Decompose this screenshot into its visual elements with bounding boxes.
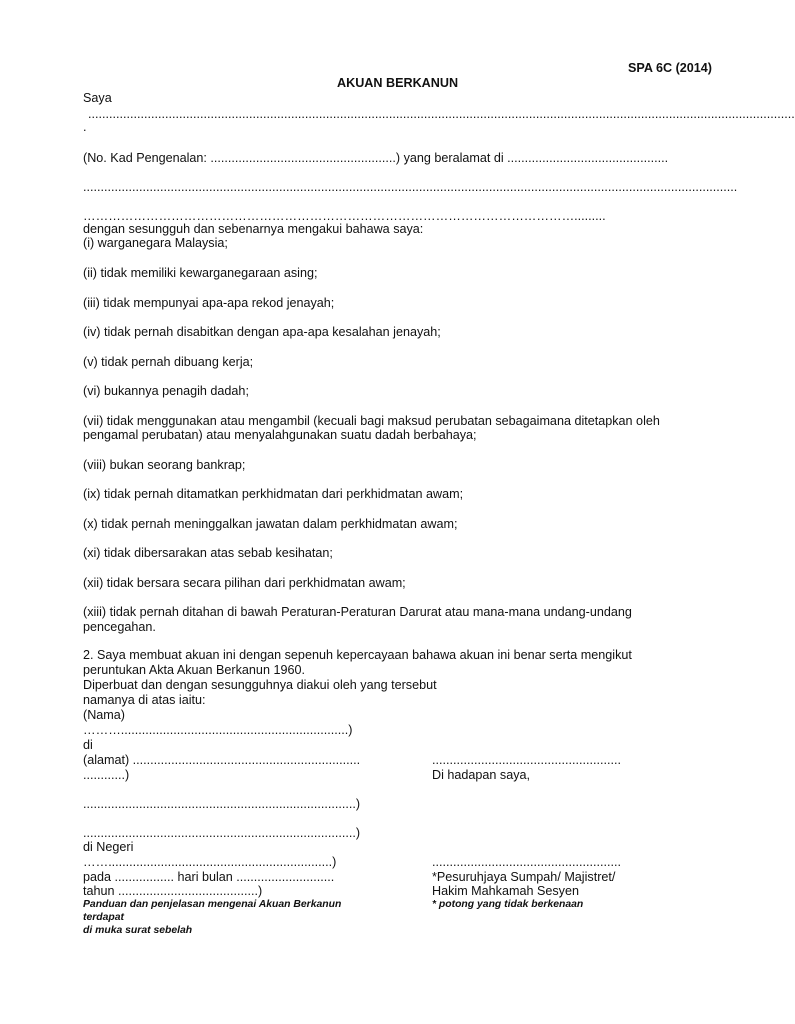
date-fill-line: pada ................. hari bulan ............................: [83, 870, 335, 884]
name-fill-end: .: [83, 120, 87, 134]
signature-line: ......................................................: [432, 753, 621, 767]
document-title: AKUAN BERKANUN: [337, 76, 459, 90]
list-item: (xii) tidak bersara secara pilihan dari perkhidmatan awam;: [83, 576, 406, 590]
nama-fill-line: ……….................................................................): [83, 723, 353, 737]
list-item: (ii) tidak memiliki kewarganegaraan asing;: [83, 266, 318, 280]
list-item: (x) tidak pernah meninggalkan jawatan dalam perkhidmatan awam;: [83, 517, 458, 531]
declaration-line: Diperbuat dan dengan sesungguhnya diakui oleh yang tersebut: [83, 678, 437, 692]
list-item: pengamal perubatan) atau menyalahgunakan suatu dadah berbahaya;: [83, 428, 477, 442]
footer-note: Panduan dan penjelasan mengenai Akuan Berkanun: [83, 899, 342, 910]
di-hadapan-label: Di hadapan saya,: [432, 768, 531, 782]
declaration-line: 2. Saya membuat akuan ini dengan sepenuh kepercayaan bahawa akuan ini benar serta mengikut: [83, 648, 632, 662]
declaration-line: peruntukan Akta Akuan Berkanun 1960.: [83, 663, 305, 677]
address-fill-line-2: ……………………………………………………………………………………………………….........: [83, 209, 606, 223]
nama-label: (Nama): [83, 708, 125, 722]
list-item: pencegahan.: [83, 620, 156, 634]
ic-address-line: (No. Kad Pengenalan: .....................................................) yang beralamat di ..............................................: [83, 151, 669, 165]
list-item: (iv) tidak pernah disabitkan dengan apa-apa kesalahan jenayah;: [83, 325, 441, 339]
footer-note: di muka surat sebelah: [83, 925, 193, 936]
list-item: (xi) tidak dibersarakan atas sebab kesihatan;: [83, 546, 333, 560]
alamat-fill-line: (alamat) .................................................................: [83, 753, 361, 767]
blank-fill-line-2: ..............................................................................): [83, 826, 361, 840]
officer-title: Hakim Mahkamah Sesyen: [432, 884, 579, 898]
negeri-label: di Negeri: [83, 840, 134, 854]
blank-fill-line-1: ..............................................................................): [83, 797, 361, 811]
list-item: (ix) tidak pernah ditamatkan perkhidmatan dari perkhidmatan awam;: [83, 487, 464, 501]
address-fill-line-1: ...........................................................................................................................................................................................: [83, 180, 738, 194]
list-item: (vi) bukannya penagih dadah;: [83, 384, 249, 398]
declaration-line: namanya di atas iaitu:: [83, 693, 206, 707]
year-fill-line: tahun ........................................): [83, 884, 263, 898]
negeri-fill-line: ……................................................................): [83, 855, 337, 869]
list-item: (iii) tidak mempunyai apa-apa rekod jenayah;: [83, 296, 335, 310]
di-label: di: [83, 738, 93, 752]
declaration-lead: dengan sesungguh dan sebenarnya mengakui bahawa saya:: [83, 222, 424, 236]
list-item: (v) tidak pernah dibuang kerja;: [83, 355, 254, 369]
name-fill-line: ..........................................................................................................................................................................................................: [88, 107, 795, 121]
officer-signature-line: ......................................................: [432, 855, 621, 869]
alamat-fill-end: ............): [83, 768, 130, 782]
footer-note: terdapat: [83, 912, 124, 923]
list-item: (viii) bukan seorang bankrap;: [83, 458, 246, 472]
list-item: (i) warganegara Malaysia;: [83, 236, 228, 250]
form-code: SPA 6C (2014): [628, 61, 712, 75]
saya-label: Saya: [83, 91, 112, 105]
list-item: (xiii) tidak pernah ditahan di bawah Peraturan-Peraturan Darurat atau mana-mana undang-undang: [83, 605, 632, 619]
strike-note: * potong yang tidak berkenaan: [432, 899, 584, 910]
list-item: (vii) tidak menggunakan atau mengambil (kecuali bagi maksud perubatan sebagaimana ditetapkan oleh: [83, 414, 660, 428]
officer-title: *Pesuruhjaya Sumpah/ Majistret/: [432, 870, 616, 884]
